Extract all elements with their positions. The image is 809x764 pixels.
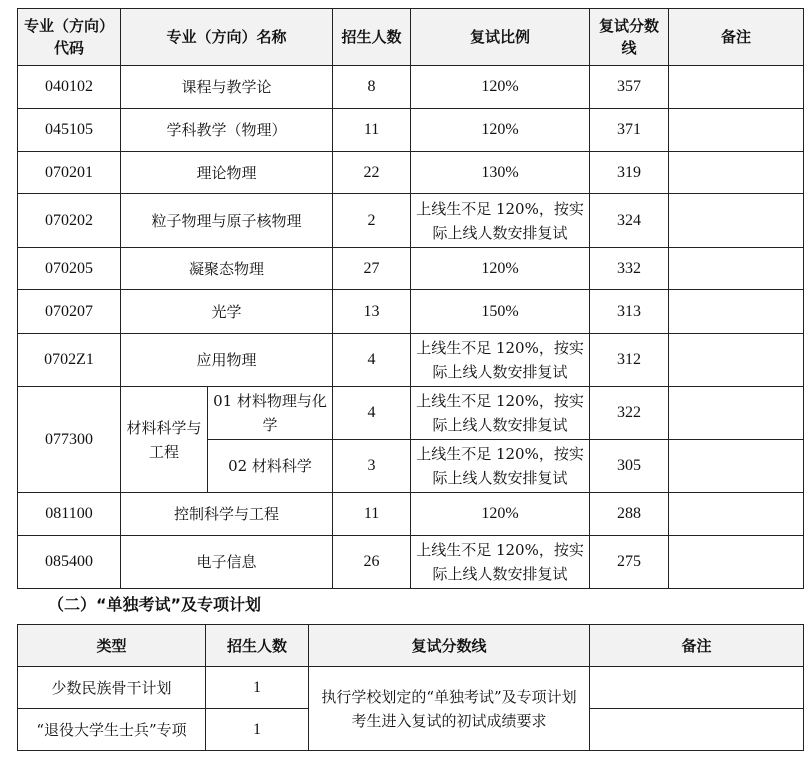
row-score: 357 [590,66,669,109]
row-ratio: 120% [411,248,590,290]
header-code: 专业（方向）代码 [18,9,121,66]
row-note [669,387,804,440]
table-row [18,152,804,194]
row-score-text: 执行学校划定的“单独考试”及专项计划考生进入复试的初试成绩要求 [309,667,590,751]
row-name: 理论物理 [121,152,333,194]
row-note [669,290,804,334]
row-quota: 27 [333,248,411,290]
row-name: 学科教学（物理） [121,109,333,152]
row-note [590,667,804,709]
header-name: 专业（方向）名称 [121,9,333,66]
admission-table [17,8,804,589]
table-row [18,334,804,387]
row-note [669,194,804,248]
row-note [669,152,804,194]
row-ratio: 120% [411,109,590,152]
row-quota: 8 [333,66,411,109]
row-name: 控制科学与工程 [121,493,333,536]
row-name: 电子信息 [121,536,333,589]
table-row [18,290,804,334]
row-note [669,440,804,493]
row-quota: 4 [333,334,411,387]
row-score: 288 [590,493,669,536]
header-score: 复试分数线 [590,9,669,66]
table-row [18,493,804,536]
table-row [18,667,804,709]
row-ratio: 上线生不足 120%，按实际上线人数安排复试 [411,194,590,248]
row-ratio: 上线生不足 120%，按实际上线人数安排复试 [411,334,590,387]
table-header-row [18,625,804,667]
row-score: 305 [590,440,669,493]
header-note: 备注 [669,9,804,66]
row-score: 322 [590,387,669,440]
row-name: 应用物理 [121,334,333,387]
row-code: 070201 [18,152,121,194]
section-title: （二）“单独考试”及专项计划 [48,595,262,614]
row-code: 040102 [18,66,121,109]
row-quota: 26 [333,536,411,589]
row-note [669,109,804,152]
clipped-section-heading [0,0,809,6]
row-score: 332 [590,248,669,290]
row-subname: 02 材料科学 [208,440,333,493]
row-note [669,334,804,387]
row-code: 081100 [18,493,121,536]
row-quota: 3 [333,440,411,493]
row-note [669,248,804,290]
table-row [18,66,804,109]
row-score: 313 [590,290,669,334]
row-quota: 2 [333,194,411,248]
row-code: 070202 [18,194,121,248]
row-code: 070207 [18,290,121,334]
row-subname: 01 材料物理与化学 [208,387,333,440]
row-score: 275 [590,536,669,589]
row-note [590,709,804,751]
row-note [669,536,804,589]
row-ratio: 120% [411,493,590,536]
row-quota: 1 [206,709,309,751]
row-type: “退役大学生士兵”专项 [18,709,206,751]
row-quota: 11 [333,493,411,536]
row-score: 319 [590,152,669,194]
row-name: 课程与教学论 [121,66,333,109]
row-name: 粒子物理与原子核物理 [121,194,333,248]
row-quota: 1 [206,667,309,709]
header-note: 备注 [590,625,804,667]
table-row [18,109,804,152]
row-code: 045105 [18,109,121,152]
row-ratio: 120% [411,66,590,109]
table-row [18,248,804,290]
table-header-row [18,9,804,66]
table-row [18,536,804,589]
row-ratio: 上线生不足 120%，按实际上线人数安排复试 [411,440,590,493]
table-row [18,194,804,248]
row-quota: 4 [333,387,411,440]
row-type: 少数民族骨干计划 [18,667,206,709]
row-name: 光学 [121,290,333,334]
row-ratio: 150% [411,290,590,334]
row-quota: 22 [333,152,411,194]
header-ratio: 复试比例 [411,9,590,66]
row-note [669,493,804,536]
header-type: 类型 [18,625,206,667]
header-quota: 招生人数 [206,625,309,667]
row-code: 070205 [18,248,121,290]
row-ratio: 130% [411,152,590,194]
row-ratio: 上线生不足 120%，按实际上线人数安排复试 [411,387,590,440]
row-note [669,66,804,109]
row-score: 312 [590,334,669,387]
header-score: 复试分数线 [309,625,590,667]
table-row [18,387,804,440]
row-code: 0702Z1 [18,334,121,387]
special-plan-table [17,624,804,751]
row-quota: 13 [333,290,411,334]
row-ratio: 上线生不足 120%，按实际上线人数安排复试 [411,536,590,589]
row-code: 085400 [18,536,121,589]
header-quota: 招生人数 [333,9,411,66]
row-name: 材料科学与工程 [121,387,208,493]
row-score: 371 [590,109,669,152]
row-quota: 11 [333,109,411,152]
row-code: 077300 [18,387,121,493]
row-name: 凝聚态物理 [121,248,333,290]
row-score: 324 [590,194,669,248]
